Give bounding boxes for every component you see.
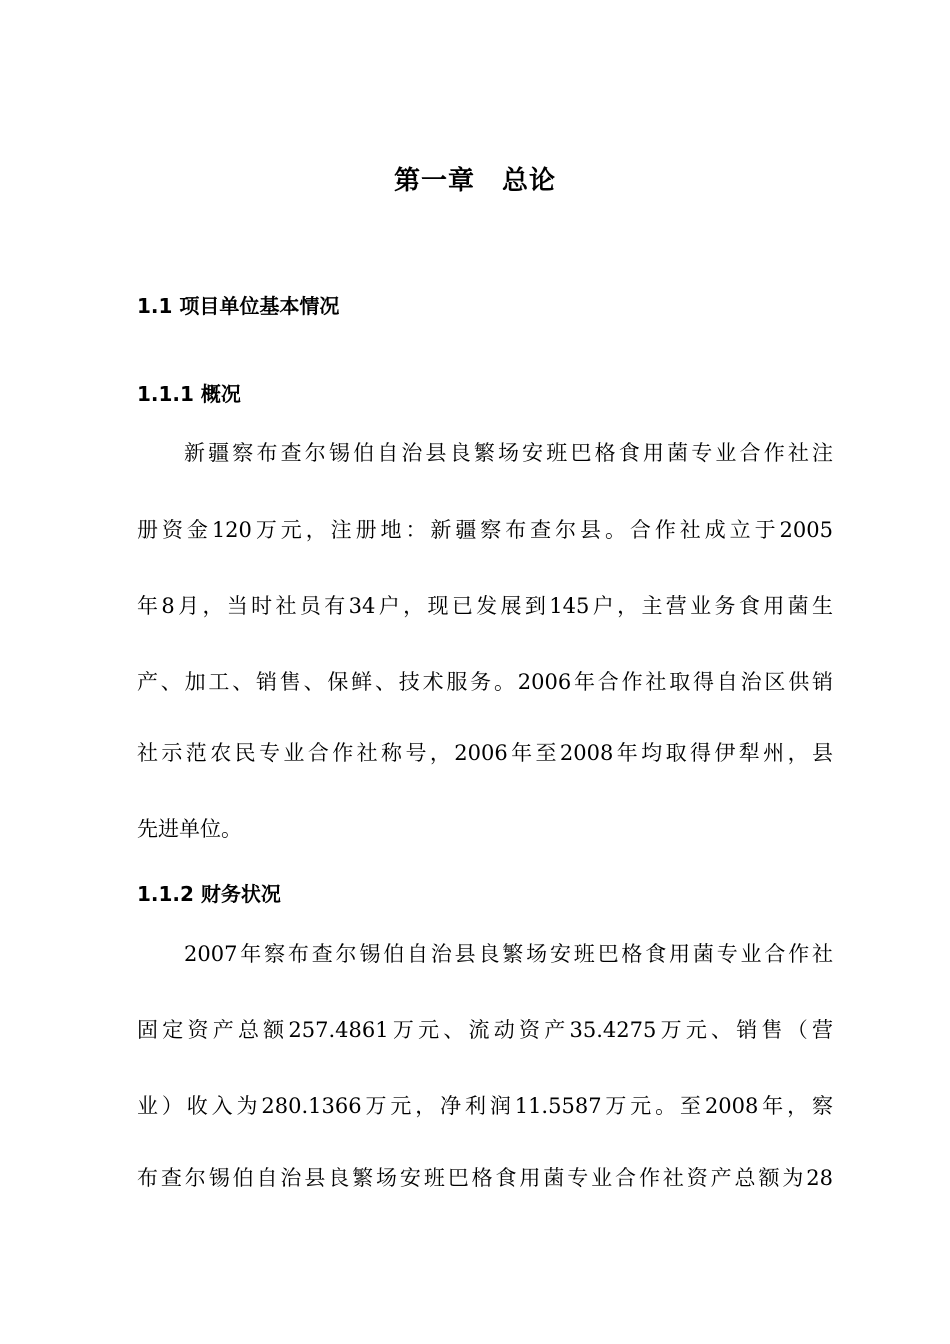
paragraph-line: 业）收入为280.1366万元，净利润11.5587万元。至2008年，察	[137, 1094, 833, 1118]
paragraph-line: 布查尔锡伯自治县良繁场安班巴格食用菌专业合作社资产总额为28	[137, 1166, 833, 1190]
chapter-title: 第一章 总论	[393, 166, 556, 196]
paragraph-line: 新疆察布查尔锡伯自治县良繁场安班巴格食用菌专业合作社注	[184, 441, 833, 465]
paragraph-line: 社示范农民专业合作社称号，2006年至2008年均取得伊犁州，县	[137, 741, 833, 765]
paragraph-line: 册资金120万元，注册地：新疆察布查尔县。合作社成立于2005	[137, 518, 833, 542]
paragraph-line: 先进单位。	[137, 817, 242, 841]
section-heading-1-1-1: 1.1.1 概况	[137, 382, 241, 406]
section-heading-1-1: 1.1 项目单位基本情况	[137, 294, 340, 318]
paragraph-line: 固定资产总额257.4861万元、流动资产35.4275万元、销售（营	[137, 1018, 833, 1042]
section-heading-1-1-2: 1.1.2 财务状况	[137, 882, 281, 906]
paragraph-line: 2007年察布查尔锡伯自治县良繁场安班巴格食用菌专业合作社	[184, 942, 833, 966]
paragraph-line: 年8月，当时社员有34户，现已发展到145户，主营业务食用菌生	[137, 594, 833, 618]
paragraph-line: 产、加工、销售、保鲜、技术服务。2006年合作社取得自治区供销	[137, 670, 833, 694]
